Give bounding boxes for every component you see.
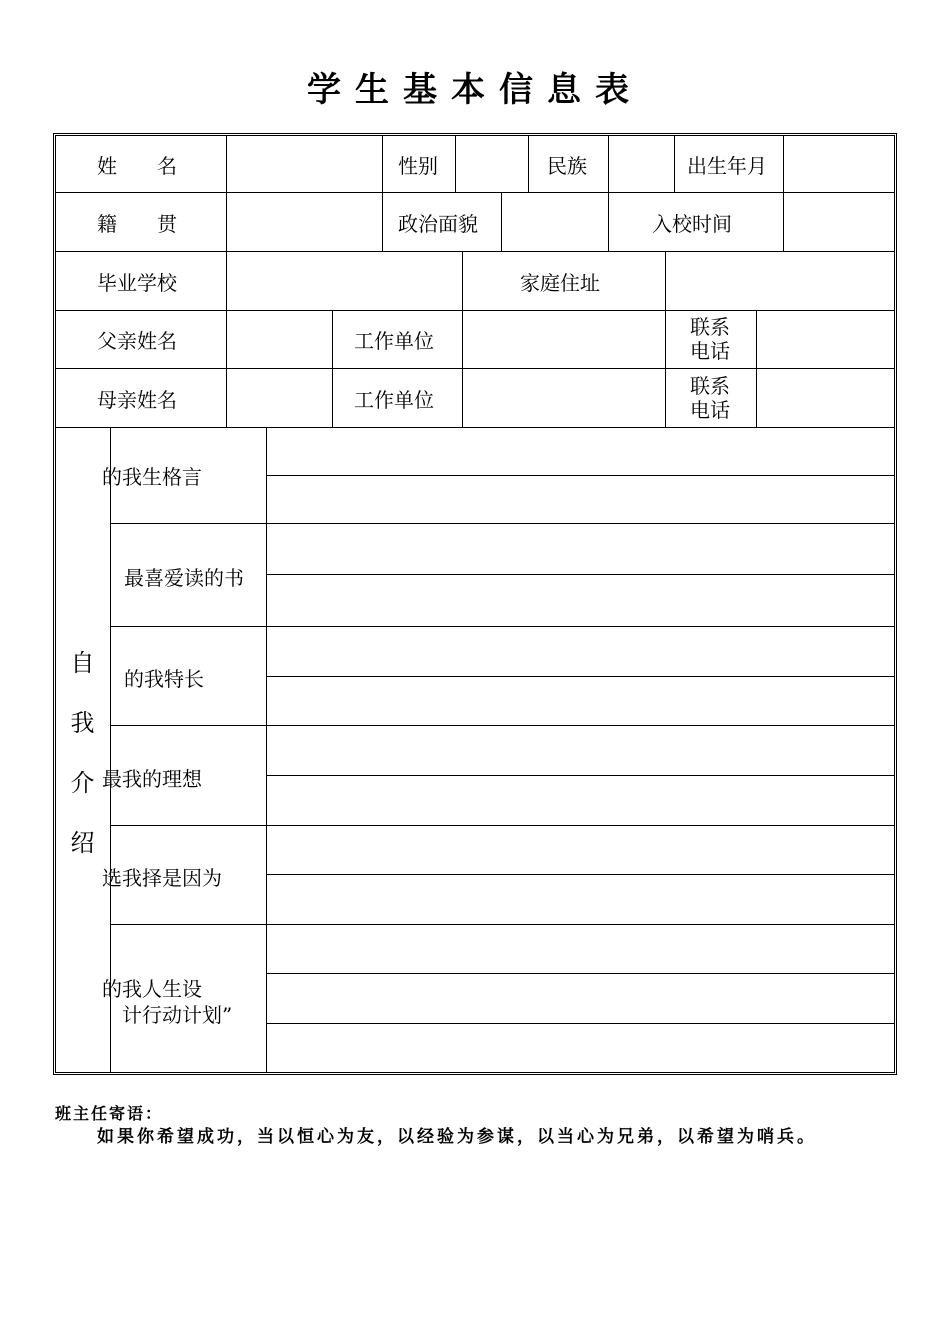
col-divider <box>756 310 757 427</box>
row-divider <box>55 427 895 428</box>
col-divider <box>608 135 609 192</box>
label-self-intro: 自 我 介 绍 <box>70 649 95 857</box>
writing-line <box>266 874 895 875</box>
page-title: 学生基本信息表 <box>307 70 643 110</box>
label-enroll-time: 入校时间 <box>652 212 732 236</box>
row-divider <box>55 310 895 311</box>
label-native-place: 籍 贯 <box>97 212 177 236</box>
section-divider <box>110 523 895 524</box>
label-political: 政治面貌 <box>398 212 478 236</box>
table-border-right-inner <box>894 135 895 1073</box>
label-father-work: 工作单位 <box>354 329 434 353</box>
label-grad-school: 毕业学校 <box>97 271 177 295</box>
intro-label-reason: 选我择是因为 <box>102 866 222 890</box>
section-divider <box>110 825 895 826</box>
label-mother-work: 工作单位 <box>354 388 434 412</box>
col-divider <box>674 135 675 192</box>
col-divider <box>665 251 666 427</box>
intro-label-motto: 的我生格言 <box>102 465 202 489</box>
table-border-bottom-inner <box>55 1072 895 1073</box>
label-father-phone: 联系 电话 <box>690 315 730 363</box>
intro-label-favorite-book: 最喜爱读的书 <box>124 566 244 590</box>
label-birth: 出生年月 <box>687 154 767 178</box>
table-border-right <box>896 133 897 1075</box>
writing-line <box>266 475 895 476</box>
table-border-left <box>53 133 54 1075</box>
col-divider <box>501 192 502 251</box>
section-divider <box>110 725 895 726</box>
section-divider <box>110 626 895 627</box>
table-border-bottom <box>53 1074 897 1075</box>
intro-label-life-plan: 的我人生设 计行动计划” <box>102 977 233 1027</box>
col-divider <box>382 135 383 192</box>
label-mother-name: 母亲姓名 <box>97 388 177 412</box>
row-divider <box>55 251 895 252</box>
writing-line <box>266 973 895 974</box>
writing-line <box>266 676 895 677</box>
row-divider <box>55 368 895 369</box>
col-divider <box>455 135 456 192</box>
teacher-message: 如果你希望成功，当以恒心为友，以经验为参谋，以当心为兄弟，以希望为哨兵。 <box>97 1127 817 1147</box>
label-home-address: 家庭住址 <box>520 271 600 295</box>
label-father-name: 父亲姓名 <box>97 329 177 353</box>
label-ethnicity: 民族 <box>547 154 587 178</box>
col-divider <box>783 135 784 251</box>
table-border-top-inner <box>55 135 895 136</box>
col-divider <box>608 192 609 251</box>
col-divider <box>528 135 529 192</box>
writing-line <box>266 775 895 776</box>
label-gender: 性别 <box>398 154 438 178</box>
table-border-top <box>53 133 897 134</box>
col-divider <box>332 310 333 427</box>
intro-label-specialty: 的我特长 <box>124 667 204 691</box>
intro-label-ideal: 最我的理想 <box>102 767 202 791</box>
writing-line <box>266 574 895 575</box>
label-mother-phone: 联系 电话 <box>690 374 730 422</box>
col-divider <box>382 192 383 251</box>
label-name: 姓 名 <box>97 154 177 178</box>
table-border-left-inner <box>55 135 56 1073</box>
section-divider <box>110 924 895 925</box>
writing-line <box>266 1023 895 1024</box>
col-divider <box>226 135 227 427</box>
col-divider <box>462 251 463 427</box>
row-divider <box>55 192 895 193</box>
teacher-message-heading: 班主任寄语： <box>55 1104 164 1123</box>
